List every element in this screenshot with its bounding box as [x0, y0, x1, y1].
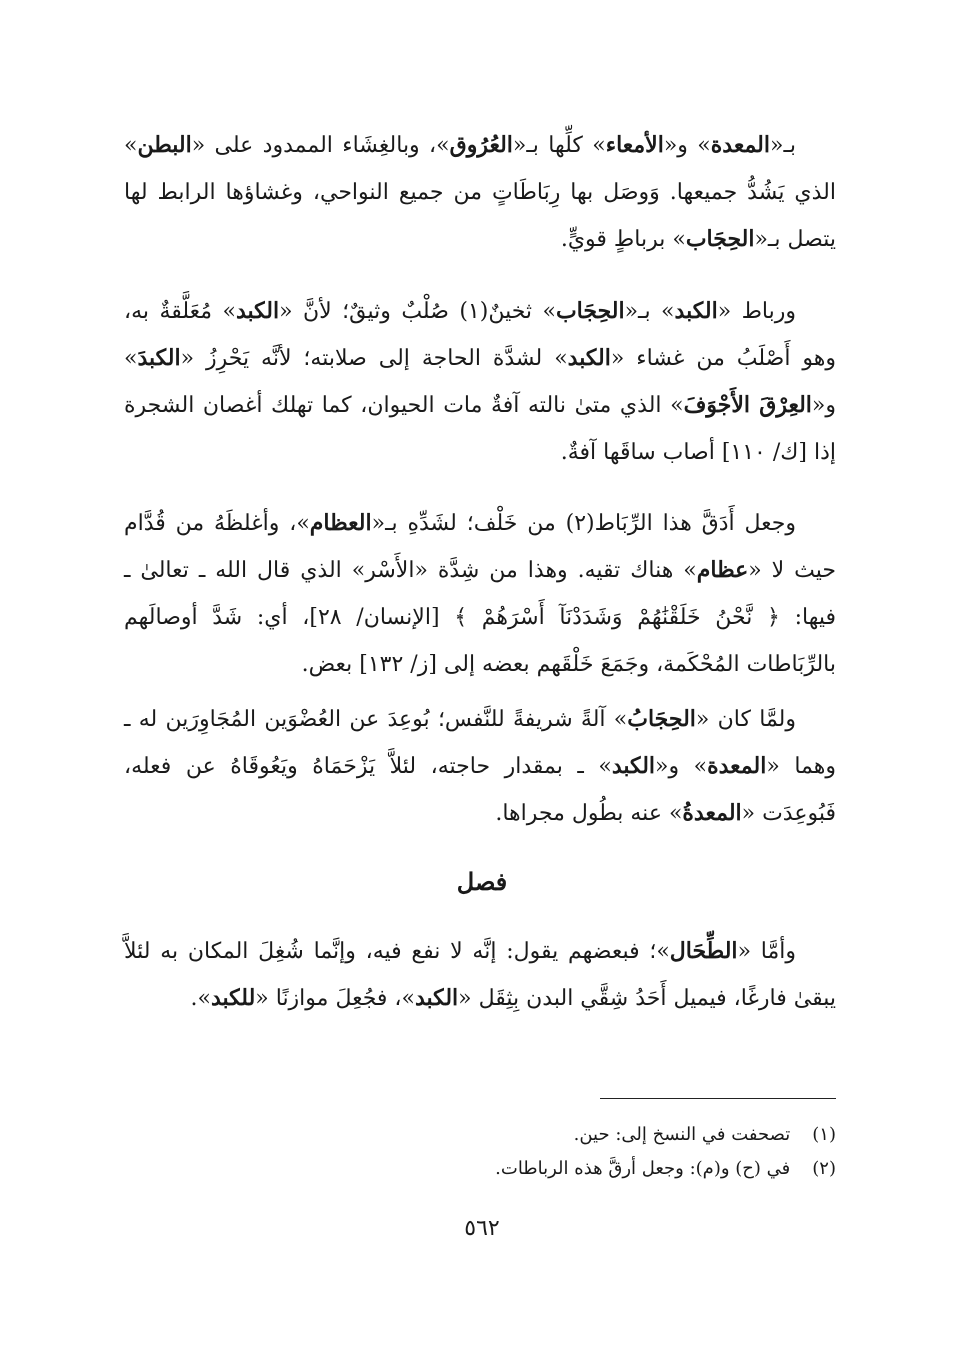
- text-run: العِرْقَ الأَجْوَفَ: [683, 392, 812, 418]
- text-run: وجعل أَدَقَّ هذا الرِّبَاط(٢) من خَلْف؛ لشَدِّهِ بـ«: [371, 511, 796, 536]
- text-run: الكبد: [235, 298, 280, 324]
- text-run: » ـ بمقدار حاجته، لئلاَّ يَزْحَمَاهُ ويَعُوقَاهُ عن فعله، فَبُوعِدَت «: [124, 754, 836, 826]
- text-run: »؛ فبعضهم يقول: إنَّه لا نفع فيه، وإنَّما شُغِلَ المكان به لئلاَّ يبقىٰ فارغًا، فيميل أَحَدُ شِقَّي البدن بِثِقَل «: [124, 939, 836, 1011]
- text-run: الأمعاء: [605, 132, 664, 158]
- paragraph-2-text: [124, 288, 836, 476]
- text-run: ولمَّا كان «: [695, 707, 797, 732]
- text-run: البطن: [137, 132, 192, 158]
- paragraph-3: [124, 500, 836, 688]
- text-run: » ثخينٌ(١) صُلْبٌ وثيقٌ؛ لأنَّ «: [279, 299, 556, 324]
- text-run: العظام: [309, 510, 372, 536]
- text-run: الطِّحَال: [669, 938, 738, 964]
- text-run: وأمَّا «: [737, 939, 796, 964]
- paragraph-1: [124, 122, 836, 263]
- footnote-divider: [600, 1098, 836, 1099]
- footnote-2-text: في (ح) و(م): وجعل أرقَّ هذه الرباطات.: [495, 1158, 791, 1179]
- text-run: ورباط «: [717, 299, 797, 324]
- footnote-2: [124, 1152, 836, 1186]
- text-run: المعدة: [710, 132, 770, 158]
- page-number: ٥٦٢: [464, 1216, 500, 1241]
- text-run: » آلةً شريفةً للنَّفس؛ بُوعِدَ عن العُضْوَين المُجَاوِرَين له ـ وهما «: [124, 707, 836, 779]
- text-run: ».: [190, 986, 211, 1011]
- text-run: »، وأغلظَهُ من قُدَّام حيث لا «: [124, 511, 836, 583]
- text-run: » الذي متىٰ نالته آفةٌ مات الحيوان، كما تهلك أغصان الشجرة إذا [ك/ ١١٠] أصاب ساقَها آفةٌ.: [124, 393, 836, 465]
- paragraph-3-text: [124, 500, 836, 688]
- text-run: الكبد: [415, 985, 459, 1011]
- text-run: عظام: [696, 557, 749, 583]
- text-run: » لشدَّة الحاجة إلى صلابته؛ لأنَّه يَحْرِزُ «: [180, 346, 568, 371]
- text-run: » هناك تقيه. وهذا من شِدَّة «الأَسْر» الذي قال الله ـ تعالىٰ ـ فيها: ﴿ نَّحْنُ خَلَقْنَٰهُمْ وَشَدَدْنَآ أَسْرَهُمْ ﴾ [الإنسان/ ٢٨]، أي: شَدَّ أوصالَهم بالرِّبَاطات المُحْكَمة، وجَمَعَ خَلْقَهم بعضه إلى [ز/ ١٣٢] بعض.: [124, 558, 836, 677]
- text-run: الكبدَ: [137, 345, 181, 371]
- text-run: المعدةُ: [682, 800, 742, 826]
- text-run: » و«: [655, 754, 708, 779]
- text-run: الحِجَاب: [685, 226, 755, 252]
- paragraph-5: [124, 928, 836, 1022]
- section-heading: فصل: [456, 867, 508, 896]
- text-run: » كلِّها بـ«: [512, 133, 606, 158]
- text-run: »، فجُعِلَ موازنًا «: [255, 986, 415, 1011]
- text-run: » و«: [124, 346, 836, 418]
- text-run: » بـ«: [624, 299, 675, 324]
- footnote-1-text: تصحفت في النسخ إلى: حين.: [573, 1124, 791, 1145]
- text-run: العُرُوق: [449, 132, 513, 158]
- text-run: » برباطٍ قويٍّ.: [560, 227, 686, 252]
- footnote-1: [124, 1118, 836, 1152]
- paragraph-4: [124, 696, 836, 837]
- paragraph-5-text: [124, 928, 836, 1022]
- footnote-2-number: (٢): [812, 1158, 836, 1179]
- footnote-1-number: (١): [812, 1124, 836, 1145]
- paragraph-1-text: [124, 122, 836, 263]
- text-run: المعدة: [707, 753, 767, 779]
- text-run: الحِجَابُ: [627, 706, 696, 732]
- text-run: بـ«: [769, 133, 797, 158]
- text-run: الحِجَاب: [555, 298, 625, 324]
- text-run: للكبد: [210, 985, 256, 1011]
- paragraph-4-text: [124, 696, 836, 837]
- text-run: »، وبالغِشَاء الممدود على «: [191, 133, 450, 158]
- paragraph-2: [124, 288, 836, 476]
- text-run: » مُعَلَّقةٌ به، وهو أَصْلَبُ من غشاء «: [124, 299, 837, 371]
- text-run: الكبد: [674, 298, 718, 324]
- text-run: » الذي يَشُدُّ جميعها. وَوصَل بها رِبَاطَاتٍ من جميع النواحي، وغشاؤها الرابط لها يتصل بـ«: [124, 133, 836, 252]
- footnotes: [124, 1118, 836, 1186]
- text-run: الكبد: [611, 753, 656, 779]
- text-run: الكبد: [567, 345, 611, 371]
- text-run: » عنه بطُول مجراها.: [495, 801, 683, 826]
- text-run: » و«: [663, 133, 711, 158]
